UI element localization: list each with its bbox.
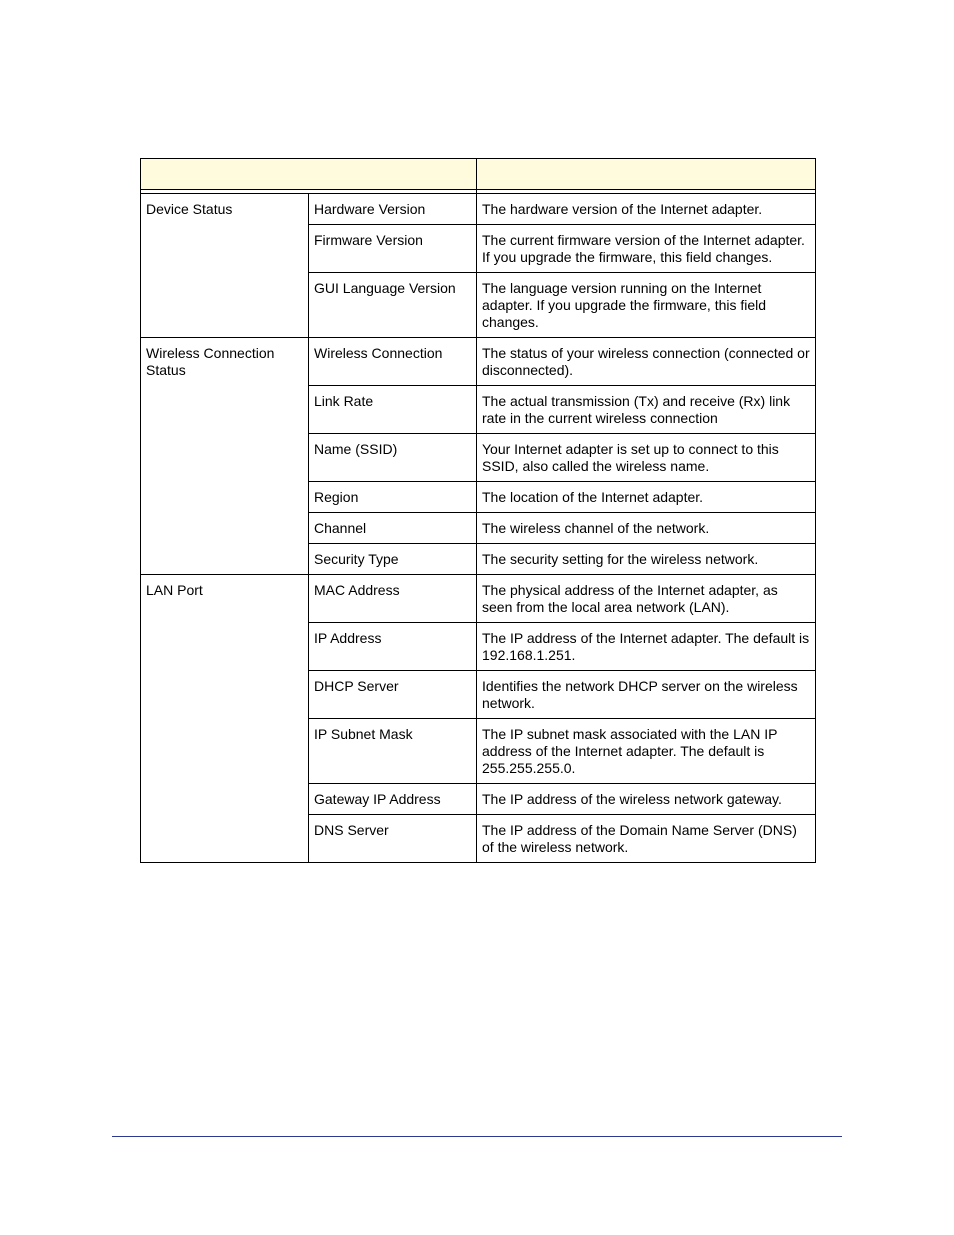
field-cell: Region [309,482,477,513]
field-cell: Name (SSID) [309,434,477,482]
description-cell: The IP address of the Internet adapter. The default is 192.168.1.251. [477,623,816,671]
field-cell: Firmware Version [309,225,477,273]
field-cell: IP Address [309,623,477,671]
field-cell: DHCP Server [309,671,477,719]
category-cell: Wireless Connection Status [141,338,309,575]
table-row [141,338,816,386]
status-table [140,158,816,863]
category-cell: LAN Port [141,575,309,863]
field-cell: Channel [309,513,477,544]
description-cell: Your Internet adapter is set up to connect to this SSID, also called the wireless name. [477,434,816,482]
table-body [141,194,816,863]
description-cell: The hardware version of the Internet adapter. [477,194,816,225]
field-cell: Gateway IP Address [309,784,477,815]
field-cell: GUI Language Version [309,273,477,338]
description-cell: The physical address of the Internet adapter, as seen from the local area network (LAN). [477,575,816,623]
description-cell: The IP address of the wireless network gateway. [477,784,816,815]
field-cell: Link Rate [309,386,477,434]
description-cell: The security setting for the wireless network. [477,544,816,575]
description-cell: The wireless channel of the network. [477,513,816,544]
field-cell: Hardware Version [309,194,477,225]
table-header-row [141,159,816,190]
description-cell: Identifies the network DHCP server on the wireless network. [477,671,816,719]
description-cell: The IP subnet mask associated with the LAN IP address of the Internet adapter. The default is 255.255.255.0. [477,719,816,784]
description-cell: The actual transmission (Tx) and receive (Rx) link rate in the current wireless connection [477,386,816,434]
field-cell: DNS Server [309,815,477,863]
table-row [141,194,816,225]
description-cell: The location of the Internet adapter. [477,482,816,513]
description-cell: The current firmware version of the Internet adapter. If you upgrade the firmware, this field changes. [477,225,816,273]
description-cell: The IP address of the Domain Name Server (DNS) of the wireless network. [477,815,816,863]
field-cell: Security Type [309,544,477,575]
footer-divider [112,1136,842,1137]
description-cell: The language version running on the Internet adapter. If you upgrade the firmware, this field changes. [477,273,816,338]
table-header-cell-item [141,159,477,190]
table-row [141,575,816,623]
table-header-cell-description [477,159,816,190]
description-cell: The status of your wireless connection (connected or disconnected). [477,338,816,386]
field-cell: Wireless Connection [309,338,477,386]
field-cell: MAC Address [309,575,477,623]
field-cell: IP Subnet Mask [309,719,477,784]
category-cell: Device Status [141,194,309,338]
